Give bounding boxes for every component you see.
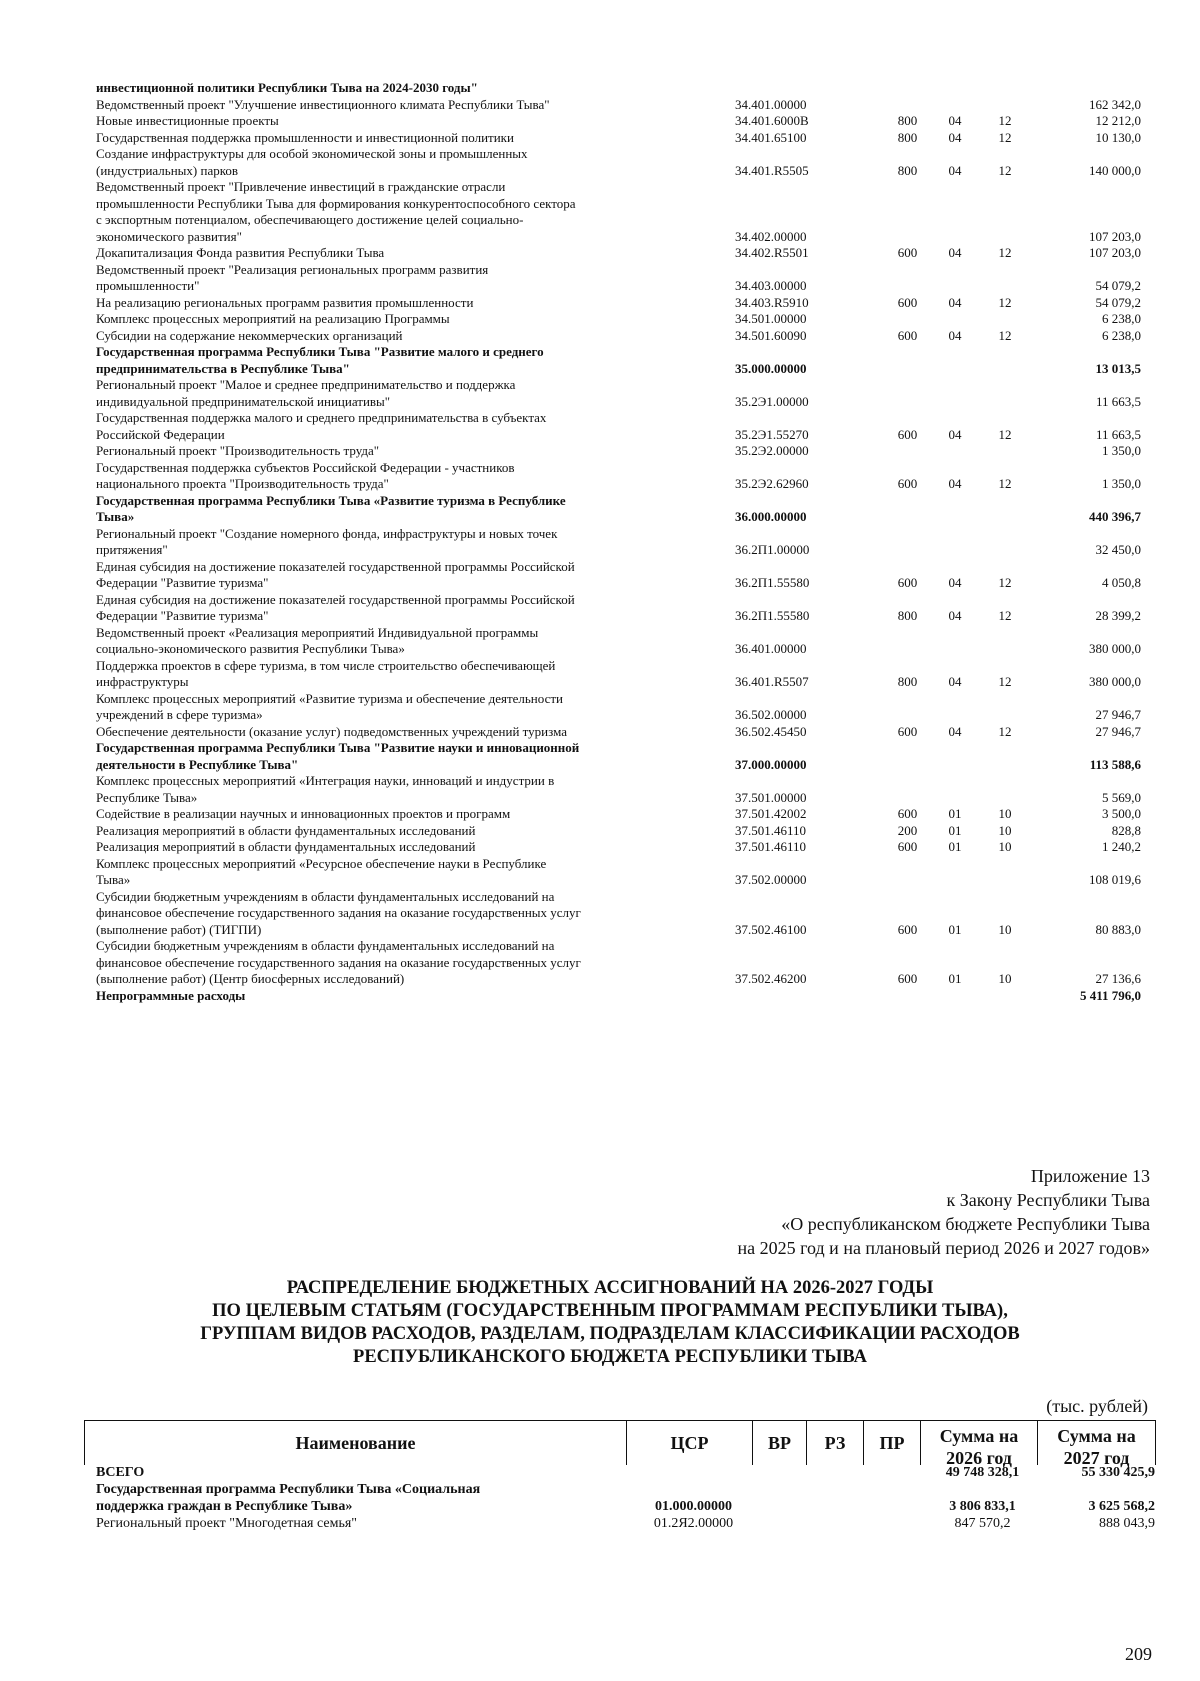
row-name: Новые инвестиционные проекты [96,113,279,128]
row-name: Государственная поддержка субъектов Российской Федерации - участников национального проекта "Производительность труда" [96,459,515,491]
row-sum: 27 136,6 [1095,971,1141,986]
row-sum: 828,8 [1111,822,1141,838]
row-vr: 600 [897,921,918,937]
row-rz: 04 [948,723,962,739]
table-row [96,625,1141,658]
row-pr: 12 [998,113,1012,128]
table-row [96,295,1141,312]
table-row [96,1481,1155,1515]
row-csr: 37.000.00000 [735,756,807,772]
row-vr: 800 [897,162,918,178]
row-rz: 01 [948,839,962,854]
table-row [96,724,1141,741]
row-csr: 34.401.00000 [735,96,807,112]
row-sum: 80 883,0 [1095,921,1141,937]
row-rz: 04 [948,608,962,623]
row-sum: 3 500,0 [1102,806,1141,821]
row-csr: 34.403.R5910 [735,294,809,310]
row-name: Реализация мероприятий в области фундаментальных исследований [96,822,476,838]
row-sum: 108 019,6 [1089,872,1141,887]
row-name: Ведомственный проект "Реализация региональных программ развития промышленности" [96,261,489,293]
row-name: Государственная поддержка малого и среднего предпринимательства в субъектах Российской Федерации [96,410,547,442]
row-vr: 800 [897,674,918,689]
row-pr: 12 [998,608,1012,623]
row-rz: 04 [948,113,962,128]
budget-table-body [96,1464,1155,1532]
row-vr: 800 [897,113,918,128]
row-csr: 34.403.00000 [735,278,807,293]
row-csr: 36.2П1.55580 [735,575,810,590]
row-pr: 10 [998,839,1012,854]
header-csr: ЦСР [627,1421,753,1465]
row-vr: 800 [897,608,918,623]
row-vr: 600 [897,327,918,343]
table-row [96,526,1141,559]
row-name: Субсидии бюджетным учреждениям в области фундаментальных исследований на финансовое обеспечение государственного задания на оказание государственных услуг (выполнение работ) (Центр биосферных исследований) [96,938,581,986]
row-sum: 1 240,2 [1102,839,1141,854]
row-csr: 37.501.46110 [735,839,807,854]
table-row [96,1464,1155,1481]
row-csr: 35.2Э1.00000 [735,393,809,409]
row-sum: 28 399,2 [1095,608,1141,623]
table-row [96,658,1141,691]
row-sum-2027: 888 043,9 [1099,1516,1155,1531]
row-name: Государственная программа Республики Тыва "Развитие малого и среднего предпринимательства в Республике Тыва" [96,344,544,376]
table-row [96,146,1141,179]
row-pr: 12 [998,575,1012,590]
header-sum-2026 [921,1421,1038,1468]
header-sum-2026-line1: Сумма на [939,1426,1019,1446]
row-name: Комплекс процессных мероприятий «Развитие туризма и обеспечение деятельности учреждений в сфере туризма» [96,690,563,722]
row-name: Государственная программа Республики Тыва "Развитие науки и инновационной деятельности в Республике Тыва" [96,740,580,772]
row-name: Реализация мероприятий в области фундаментальных исследований [96,839,476,854]
row-pr: 10 [998,971,1012,986]
table-row [96,691,1141,724]
row-name: Ведомственный проект "Привлечение инвестиций в гражданские отрасли промышленности Республики Тыва для формирования конкурентоспособного сектора с экспортным потенциалом, обеспечивающего достижение целей социально- экономического развития" [96,179,576,244]
table-row [96,592,1141,625]
row-name: Единая субсидия на достижение показателей государственной программы Российской Федерации "Развитие туризма" [96,558,575,590]
row-name: Субсидии на содержание некоммерческих организаций [96,327,403,343]
row-csr: 37.501.46110 [735,822,807,838]
table-row [96,988,1141,1005]
row-vr: 600 [897,294,918,310]
row-pr: 12 [998,245,1012,260]
table-row [96,443,1141,460]
row-name: Государственная поддержка промышленности и инвестиционной политики [96,129,514,145]
row-csr: 37.502.46200 [735,971,807,986]
row-csr: 34.402.R5501 [735,245,809,260]
row-pr: 10 [998,921,1012,937]
header-pr: ПР [864,1421,921,1465]
row-sum: 10 130,0 [1095,129,1141,145]
row-sum: 1 350,0 [1102,443,1141,458]
page-number: 209 [1125,1644,1152,1664]
header-rz: РЗ [807,1421,864,1465]
row-csr: 34.401.R5505 [735,162,809,178]
row-rz: 01 [948,971,962,986]
appendix-line: «О республиканском бюджете Республики Тыва [781,1214,1150,1234]
row-sum: 4 050,8 [1102,575,1141,590]
row-sum: 11 663,5 [1095,426,1141,442]
row-sum: 27 946,7 [1095,723,1141,739]
row-sum: 5 411 796,0 [1079,987,1141,1003]
table-row [96,493,1141,526]
table-row [96,773,1141,806]
row-csr: 37.502.46100 [735,921,807,937]
row-pr: 12 [998,476,1012,491]
row-name: Докапитализация Фонда развития Республики Тыва [96,245,385,260]
row-name: Комплекс процессных мероприятий на реализацию Программы [96,311,450,326]
row-rz: 04 [948,426,962,442]
row-sum-2027: 3 625 568,2 [1088,1499,1155,1514]
row-pr: 12 [998,162,1012,178]
row-vr: 600 [897,575,918,590]
row-csr: 35.2Э2.00000 [735,443,809,458]
row-name: ВСЕГО [96,1465,145,1480]
row-name: Региональный проект "Создание номерного фонда, инфраструктуры и новых точек притяжения" [96,525,558,557]
row-sum: 54 079,2 [1095,278,1141,293]
table-row [96,344,1141,377]
row-sum: 13 013,5 [1095,360,1141,376]
row-csr: 36.502.00000 [735,707,807,722]
row-sum: 27 946,7 [1095,707,1141,722]
row-sum: 380 000,0 [1089,641,1141,656]
table-row [96,130,1141,147]
row-rz: 04 [948,674,962,689]
row-sum: 140 000,0 [1089,162,1141,178]
row-name: Непрограммные расходы [96,987,246,1003]
row-csr: 01.2Я2.00000 [653,1516,734,1531]
appendix-line: к Закону Республики Тыва [946,1190,1150,1210]
continuation-table [96,80,1141,1004]
row-csr: 34.501.60090 [735,327,807,343]
table-row [96,1515,1155,1532]
row-vr: 600 [897,245,918,260]
table-row [96,460,1141,493]
table-row [96,889,1141,939]
table-row [96,377,1141,410]
row-sum: 11 663,5 [1095,393,1141,409]
row-sum-2026: 49 748 328,1 [945,1465,1020,1480]
row-name: Создание инфраструктуры для особой экономической зоны и промышленных (индустриальных) парков [96,146,528,178]
row-sum: 440 396,7 [1089,509,1141,524]
row-sum: 113 588,6 [1089,756,1141,772]
header-sum-2027-line1: Сумма на [1057,1426,1136,1446]
row-vr: 600 [897,723,918,739]
row-sum: 6 238,0 [1102,327,1141,343]
table-row [96,839,1141,856]
table-row [96,113,1141,130]
row-sum-2026: 847 570,2 [954,1516,1011,1531]
row-csr: 34.402.00000 [735,228,807,244]
row-sum: 6 238,0 [1102,311,1141,326]
row-rz: 04 [948,129,962,145]
table-row [96,97,1141,114]
row-rz: 01 [948,806,962,821]
row-pr: 10 [998,822,1012,838]
row-sum: 162 342,0 [1089,96,1141,112]
table-row [96,938,1141,988]
row-pr: 12 [998,294,1012,310]
table-row [96,823,1141,840]
table-row [96,179,1141,245]
row-csr: 37.501.42002 [735,806,807,821]
row-name: Государственная программа Республики Тыва «Развитие туризма в Республике Тыва» [96,492,566,524]
row-name: инвестиционной политики Республики Тыва на 2024-2030 годы" [96,80,478,95]
row-rz: 04 [948,245,962,260]
table-row [96,311,1141,328]
row-name: Содействие в реализации научных и инновационных проектов и программ [96,806,511,821]
table-row [96,740,1141,773]
row-csr: 37.501.00000 [735,789,807,805]
appendix-line: на 2025 год и на плановый период 2026 и 2027 годов» [737,1238,1150,1258]
row-csr: 36.2П1.55580 [735,608,810,623]
row-csr: 34.401.6000В [735,113,809,128]
row-csr: 36.2П1.00000 [735,542,810,557]
row-name: Государственная программа Республики Тыва «Социальная поддержка граждан в Республике Тыва» [96,1482,481,1514]
row-vr: 600 [897,971,918,986]
row-sum-2026: 3 806 833,1 [949,1499,1016,1514]
row-csr: 35.000.00000 [735,360,807,376]
row-name: Единая субсидия на достижение показателей государственной программы Российской Федерации "Развитие туризма" [96,591,575,623]
row-csr: 36.502.45450 [735,723,807,739]
header-sum-2026-line2: 2026 год [946,1448,1012,1468]
row-rz: 04 [948,476,962,491]
row-name: Ведомственный проект "Улучшение инвестиционного климата Республики Тыва" [96,96,550,112]
row-vr: 600 [897,476,918,491]
row-sum: 107 203,0 [1089,245,1141,260]
row-rz: 04 [948,575,962,590]
table-row [96,559,1141,592]
row-sum: 54 079,2 [1095,294,1141,310]
row-rz: 01 [948,921,962,937]
row-csr: 36.000.00000 [735,509,807,524]
row-sum: 1 350,0 [1102,476,1141,491]
row-pr: 12 [998,723,1012,739]
table-row [96,262,1141,295]
row-csr: 01.000.00000 [655,1499,732,1514]
row-sum: 107 203,0 [1089,228,1141,244]
row-vr: 600 [897,839,918,854]
row-name: Комплекс процессных мероприятий «Интеграция науки, инноваций и индустрии в Республике Тыва» [96,773,555,805]
row-name: Региональный проект "Многодетная семья" [96,1516,357,1531]
table-row [96,856,1141,889]
row-rz: 04 [948,294,962,310]
row-sum-2027: 55 330 425,9 [1081,1465,1155,1480]
row-rz: 01 [948,822,962,838]
row-name: Поддержка проектов в сфере туризма, в том числе строительство обеспечивающей инфраструктуры [96,657,556,689]
row-name: Ведомственный проект «Реализация мероприятий Индивидуальной программы социально-экономического развития Республики Тыва» [96,624,539,656]
row-sum: 5 569,0 [1102,789,1141,805]
row-name: Региональный проект "Производительность труда" [96,443,380,458]
table-row [96,328,1141,345]
row-sum: 12 212,0 [1095,113,1141,128]
row-pr: 12 [998,327,1012,343]
appendix-line: Приложение 13 [1030,1166,1150,1186]
row-csr: 34.401.65100 [735,129,807,145]
row-name: Субсидии бюджетным учреждениям в области фундаментальных исследований на финансовое обеспечение государственного задания на оказание государственных услуг (выполнение работ) (ТИГПИ) [96,888,581,937]
row-pr: 12 [998,674,1012,689]
table-row [96,806,1141,823]
row-pr: 12 [998,129,1012,145]
row-pr: 10 [998,806,1012,821]
row-csr: 34.501.00000 [735,311,807,326]
header-name: Наименование [85,1421,627,1465]
row-rz: 04 [948,327,962,343]
table-row [96,80,1141,97]
units-label: (тыс. рублей) [1046,1396,1148,1416]
row-name: Обеспечение деятельности (оказание услуг) подведомственных учреждений туризма [96,723,567,739]
row-csr: 37.502.00000 [735,872,807,887]
row-name: На реализацию региональных программ развития промышленности [96,294,474,310]
appendix-reference [737,1164,1150,1260]
row-vr: 600 [897,426,918,442]
row-pr: 12 [998,426,1012,442]
row-sum: 380 000,0 [1089,674,1141,689]
row-vr: 200 [897,822,918,838]
header-sum-2027 [1038,1421,1156,1468]
row-csr: 36.401.R5507 [735,674,809,689]
row-csr: 35.2Э1.55270 [735,426,809,442]
table-row [96,410,1141,443]
table-row [96,245,1141,262]
header-sum-2027-line2: 2027 год [1063,1448,1130,1468]
row-rz: 04 [948,162,962,178]
row-csr: 36.401.00000 [735,641,807,656]
row-vr: 600 [897,806,918,821]
row-name: Региональный проект "Малое и среднее предпринимательство и поддержка индивидуальной предпринимательской инициативы" [96,377,516,409]
row-csr: 35.2Э2.62960 [735,476,809,491]
document-title: РАСПРЕДЕЛЕНИЕ БЮДЖЕТНЫХ АССИГНОВАНИЙ НА 2026-2027 ГОДЫ ПО ЦЕЛЕВЫМ СТАТЬЯМ (ГОСУДАРСТВЕННЫМ ПРОГРАММАМ РЕСПУБЛИКИ ТЫВА), ГРУППАМ ВИДОВ РАСХОДОВ, РАЗДЕЛАМ, ПОДРАЗДЕЛАМ КЛАССИФИКАЦИИ РАСХОДОВ РЕСПУБЛИКАНСКОГО БЮДЖЕТА РЕСПУБЛИКИ ТЫВА [200,1278,1020,1367]
row-sum: 32 450,0 [1095,542,1141,557]
header-vr: ВР [753,1421,807,1465]
row-vr: 800 [897,129,918,145]
row-name: Комплекс процессных мероприятий «Ресурсное обеспечение науки в Республике Тыва» [96,855,547,887]
table-header [84,1420,1156,1468]
